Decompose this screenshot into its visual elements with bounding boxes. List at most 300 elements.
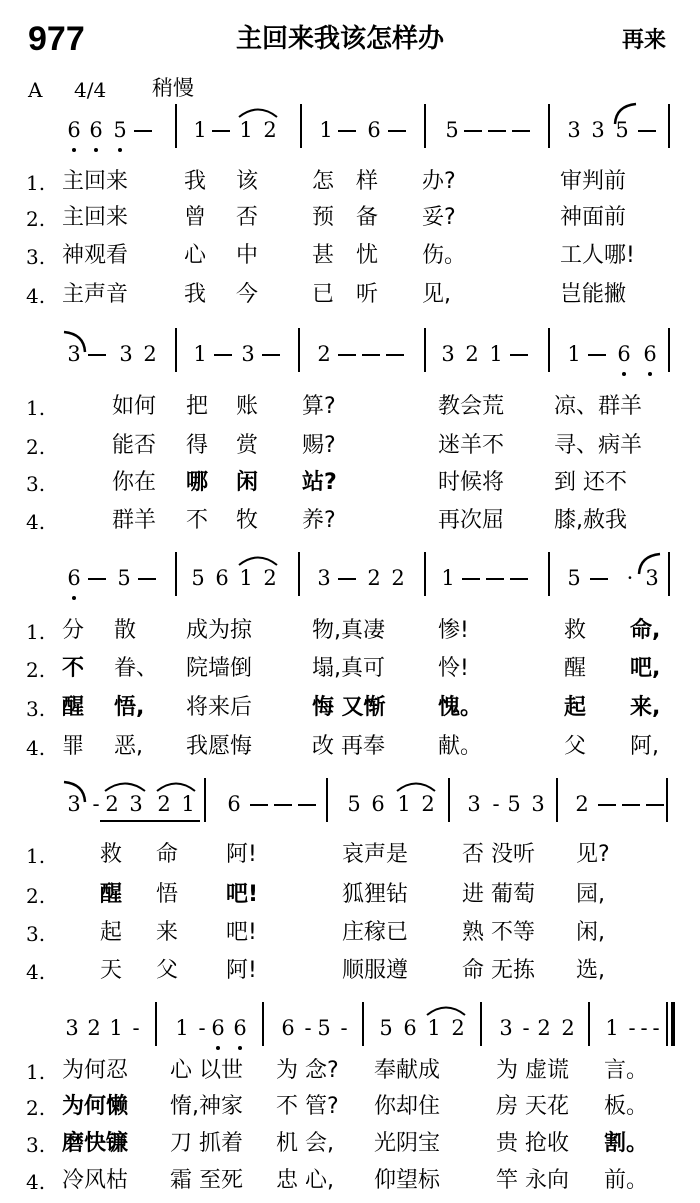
note: 2 [421, 792, 435, 816]
lyric-word: 吧! [226, 920, 257, 945]
lyric-word: 罪 [62, 734, 85, 759]
bar-line [204, 778, 206, 822]
lyric-word: 怜! [438, 656, 469, 681]
lyric-word: 你在 [112, 470, 157, 495]
dash-note [212, 130, 230, 132]
note: 6 [67, 118, 81, 142]
lyric-word: 庄稼已 [342, 920, 409, 945]
note: 5 [567, 566, 581, 590]
note: 2 [143, 342, 157, 366]
tie-hook [62, 330, 88, 354]
note: 5 [445, 118, 459, 142]
dash-note [134, 130, 152, 132]
tie-hook [62, 780, 88, 804]
lyric-word: 献。 [438, 734, 483, 759]
lyric-word: 吧, [630, 656, 661, 681]
bar-line [480, 1002, 482, 1046]
note: 5 [317, 1016, 331, 1040]
lyric-word: 眷、 [114, 656, 159, 681]
lyric-word: 言。 [604, 1058, 649, 1083]
bar-line [668, 104, 670, 148]
bar-line [155, 1002, 157, 1046]
note: 6 [367, 118, 381, 142]
dash-note [588, 354, 606, 356]
note: 6 [211, 1016, 225, 1040]
dash-note [214, 354, 232, 356]
verse-number: 4. [26, 510, 46, 534]
note: 6 [281, 1016, 295, 1040]
lyric-word: 寻、病羊 [554, 433, 643, 458]
lyric-word: 前。 [604, 1168, 649, 1193]
note: 2 [87, 1016, 101, 1040]
verse-number: 4. [26, 960, 46, 984]
lyric-word: 样 [356, 169, 379, 194]
lyric-word: 阿, [630, 734, 659, 759]
lyric-word: 吧! [226, 882, 259, 907]
key-signature: A [28, 78, 43, 102]
dash-note [250, 804, 268, 806]
lyric-word: 闲 [236, 470, 259, 495]
lyric-word: 阿! [226, 958, 257, 983]
lyric-word: 否 没听 [462, 842, 535, 867]
dash-note [388, 130, 406, 132]
note: 3 [317, 566, 331, 590]
note: 1 [567, 342, 581, 366]
lyric-word: 为 念? [276, 1058, 339, 1083]
note: 3 [467, 792, 481, 816]
lyric-word: 磨快镰 [62, 1131, 129, 1156]
lyric-word: 备 [356, 205, 379, 230]
dash-note: - [132, 1016, 140, 1040]
note: 3 [129, 792, 143, 816]
note: 2 [391, 566, 405, 590]
lyric-word: 散 [114, 618, 137, 643]
lyric-word: 命 [156, 842, 179, 867]
lyric-word: 刀 抓着 [170, 1131, 243, 1156]
note: 3 [241, 342, 255, 366]
lyric-word: 不 管? [276, 1094, 339, 1119]
lyric-word: 来, [630, 695, 661, 720]
note: 1 [397, 792, 411, 816]
lyric-word: 冷风枯 [62, 1168, 129, 1193]
lyric-word: 神观看 [62, 243, 129, 268]
lyric-word: 我愿悔 [186, 734, 253, 759]
lyric-word: 狐狸钻 [342, 882, 409, 907]
note: 2 [263, 118, 277, 142]
dash-note [138, 578, 156, 580]
lyric-word: 我 [184, 169, 207, 194]
lyric-word: 把 [186, 394, 209, 419]
bar-line [588, 1002, 590, 1046]
low-octave-dot [94, 148, 98, 152]
verse-number: 3. [26, 245, 46, 269]
lyric-word: 霜 至死 [170, 1168, 243, 1193]
lyric-word: 时候将 [438, 470, 505, 495]
lyric-word: 光阴宝 [374, 1131, 441, 1156]
lyric-word: 哀声是 [342, 842, 409, 867]
lyric-word: 我 [184, 282, 207, 307]
bar-line [175, 104, 177, 148]
lyric-word: 今 [236, 282, 259, 307]
lyric-word: 岂能撇 [560, 282, 627, 307]
lyric-word: 不 [186, 508, 209, 533]
lyric-word: 院墙倒 [186, 656, 253, 681]
lyric-word: 哪 [186, 470, 209, 495]
final-bar-line [671, 1002, 675, 1046]
bar-line [362, 1002, 364, 1046]
dash-note [338, 130, 356, 132]
lyric-word: 贵 抢收 [496, 1131, 569, 1156]
lyric-word: 父 [564, 734, 587, 759]
note: 1 [441, 566, 455, 590]
lyric-word: 如何 [112, 394, 157, 419]
lyric-word: 为何忍 [62, 1058, 129, 1083]
verse-number: 2. [26, 435, 46, 459]
note: 1 [427, 1016, 441, 1040]
lyric-word: 曾 [184, 205, 207, 230]
note: 1 [319, 118, 333, 142]
dash-note: - [92, 792, 100, 816]
lyric-word: 膝,赦我 [554, 508, 627, 533]
note: 5 [347, 792, 361, 816]
bar-line [424, 104, 426, 148]
low-octave-dot [238, 1046, 242, 1050]
hymn-title: 主回来我该怎样办 [236, 24, 445, 54]
lyric-word: 醒 [564, 656, 587, 681]
bar-line [175, 552, 177, 596]
lyric-word: 养? [302, 508, 336, 533]
lyric-word: 心 以世 [170, 1058, 243, 1083]
lyric-word: 醒 [100, 882, 123, 907]
slur-arc [426, 1004, 466, 1016]
tie-hook [612, 102, 638, 126]
note: 6 [617, 342, 631, 366]
note: 5 [379, 1016, 393, 1040]
note: 2 [451, 1016, 465, 1040]
bar-line [548, 104, 550, 148]
lyric-word: 怎 [312, 169, 335, 194]
note: 6 [371, 792, 385, 816]
verse-number: 2. [26, 658, 46, 682]
dot-note: · [626, 566, 634, 590]
lyric-word: 伤。 [422, 243, 467, 268]
low-octave-dot [622, 372, 626, 376]
lyric-word: 站? [302, 470, 337, 495]
dash-note: - [628, 1016, 636, 1040]
dash-note [488, 130, 506, 132]
low-octave-dot [118, 148, 122, 152]
dash-note: - [522, 1016, 530, 1040]
verse-number: 2. [26, 207, 46, 231]
slur-arc [156, 780, 196, 792]
lyric-word: 见, [422, 282, 451, 307]
verse-number: 1. [26, 396, 46, 420]
note: 3 [65, 1016, 79, 1040]
tie-hook [636, 552, 662, 576]
lyric-word: 奉献成 [374, 1058, 441, 1083]
bar-line [668, 328, 670, 372]
dash-note: - [652, 1016, 660, 1040]
slur-arc [238, 106, 278, 118]
lyric-word: 为何懒 [62, 1094, 129, 1119]
note: 5 [113, 118, 127, 142]
lyric-word: 改 再奉 [312, 734, 385, 759]
dash-note [262, 354, 280, 356]
lyric-word: 塌,真可 [312, 656, 385, 681]
lyric-word: 中 [236, 243, 259, 268]
verse-number: 4. [26, 284, 46, 308]
note: 3 [645, 566, 659, 590]
lyric-word: 机 会, [276, 1131, 334, 1156]
lyric-word: 教会荒 [438, 394, 505, 419]
note: 3 [67, 342, 81, 366]
verse-number: 3. [26, 922, 46, 946]
lyric-word: 起 [100, 920, 123, 945]
verse-number: 1. [26, 844, 46, 868]
bar-line [548, 328, 550, 372]
lyric-word: 能否 [112, 433, 157, 458]
note: 1 [489, 342, 503, 366]
dash-note [510, 578, 528, 580]
low-octave-dot [216, 1046, 220, 1050]
bar-line [548, 552, 550, 596]
dash-note: - [340, 1016, 348, 1040]
lyric-word: 主回来 [62, 205, 129, 230]
lyric-word: 顺服遵 [342, 958, 409, 983]
lyric-word: 不 [62, 656, 85, 681]
note: 2 [575, 792, 589, 816]
beam-line [100, 820, 200, 822]
verse-number: 2. [26, 884, 46, 908]
lyric-word: 否 [236, 205, 259, 230]
lyric-word: 悟 [156, 882, 179, 907]
note: 1 [193, 342, 207, 366]
note: 5 [615, 118, 629, 142]
lyric-word: 选, [576, 958, 605, 983]
low-octave-dot [72, 148, 76, 152]
dash-note [510, 354, 528, 356]
dash-note [638, 130, 656, 132]
note: 2 [105, 792, 119, 816]
lyric-word: 醒 [62, 695, 85, 720]
slur-arc [396, 780, 436, 792]
tempo-marking: 稍慢 [152, 76, 194, 100]
note: 5 [117, 566, 131, 590]
lyric-word: 该 [236, 169, 259, 194]
low-octave-dot [648, 372, 652, 376]
lyric-word: 将来后 [186, 695, 253, 720]
dash-note [462, 578, 480, 580]
lyric-word: 凉、群羊 [554, 394, 643, 419]
note: 2 [537, 1016, 551, 1040]
bar-line [556, 778, 558, 822]
lyric-word: 房 天花 [496, 1094, 569, 1119]
lyric-word: 闲, [576, 920, 605, 945]
dash-note [512, 130, 530, 132]
lyric-word: 群羊 [112, 508, 157, 533]
lyric-word: 赐? [302, 433, 336, 458]
lyric-word: 你却住 [374, 1094, 441, 1119]
dash-note [598, 804, 616, 806]
note: 1 [109, 1016, 123, 1040]
slur-arc [104, 780, 146, 792]
lyric-word: 起 [564, 695, 587, 720]
note: 6 [643, 342, 657, 366]
lyric-word: 分 [62, 618, 85, 643]
verse-number: 4. [26, 1170, 46, 1194]
verse-number: 3. [26, 697, 46, 721]
lyric-word: 预 [312, 205, 335, 230]
bar-line [298, 328, 300, 372]
bar-line [668, 552, 670, 596]
note: 1 [193, 118, 207, 142]
note: 1 [181, 792, 195, 816]
note: 3 [567, 118, 581, 142]
lyric-word: 命, [630, 618, 661, 643]
note: 3 [441, 342, 455, 366]
dash-note [362, 354, 380, 356]
dash-note: - [492, 792, 500, 816]
lyric-word: 到 还不 [554, 470, 627, 495]
lyric-word: 竿 永向 [496, 1168, 569, 1193]
note: 6 [403, 1016, 417, 1040]
note: 2 [561, 1016, 575, 1040]
lyric-word: 熟 不等 [462, 920, 535, 945]
note: 3 [119, 342, 133, 366]
lyric-word: 算? [302, 394, 336, 419]
note: 5 [191, 566, 205, 590]
dash-note: - [198, 1016, 206, 1040]
lyric-word: 再次屈 [438, 508, 505, 533]
lyric-word: 主声音 [62, 282, 129, 307]
note: 6 [215, 566, 229, 590]
lyric-word: 得 [186, 433, 209, 458]
lyric-word: 迷羊不 [438, 433, 505, 458]
lyric-word: 忠 心, [276, 1168, 334, 1193]
lyric-word: 割。 [604, 1131, 649, 1156]
bar-line [262, 1002, 264, 1046]
lyric-word: 阿! [226, 842, 257, 867]
note: 3 [499, 1016, 513, 1040]
lyric-word: 甚 [312, 243, 335, 268]
dash-note [88, 578, 106, 580]
dash-note [464, 130, 482, 132]
verse-number: 4. [26, 736, 46, 760]
lyric-word: 仰望标 [374, 1168, 441, 1193]
bar-line [300, 104, 302, 148]
dash-note: - [640, 1016, 648, 1040]
note: 6 [233, 1016, 247, 1040]
lyric-word: 神面前 [560, 205, 627, 230]
lyric-word: 听 [356, 282, 379, 307]
dash-note [274, 804, 292, 806]
lyric-word: 惨! [438, 618, 469, 643]
dash-note [298, 804, 316, 806]
lyric-word: 板。 [604, 1094, 649, 1119]
note: 6 [67, 566, 81, 590]
note: 1 [239, 566, 253, 590]
lyric-word: 愧。 [438, 695, 483, 720]
lyric-word: 忧 [356, 243, 379, 268]
lyric-word: 赏 [236, 433, 259, 458]
verse-number: 1. [26, 171, 46, 195]
bar-line [298, 552, 300, 596]
dash-note [486, 578, 504, 580]
lyric-word: 父 [156, 958, 179, 983]
dash-note [646, 804, 664, 806]
lyric-word: 见? [576, 842, 610, 867]
lyric-word: 办? [422, 169, 456, 194]
low-octave-dot [72, 596, 76, 600]
verse-number: 3. [26, 1133, 46, 1157]
slur-arc [238, 554, 278, 566]
lyric-word: 工人哪! [560, 243, 635, 268]
dash-note [622, 804, 640, 806]
note: 3 [67, 792, 81, 816]
note: 3 [531, 792, 545, 816]
note: 2 [367, 566, 381, 590]
note: 2 [157, 792, 171, 816]
note: 1 [239, 118, 253, 142]
hymn-number: 977 [28, 20, 85, 58]
dash-note [88, 354, 106, 356]
note: 1 [175, 1016, 189, 1040]
verse-number: 3. [26, 472, 46, 496]
dash-note [386, 354, 404, 356]
lyric-word: 天 [100, 958, 123, 983]
lyric-word: 恶, [114, 734, 143, 759]
lyric-word: 心 [184, 243, 207, 268]
lyric-word: 主回来 [62, 169, 129, 194]
note: 6 [227, 792, 241, 816]
lyric-word: 悔 又惭 [312, 695, 386, 720]
lyric-word: 已 [312, 282, 335, 307]
dash-note [338, 354, 356, 356]
time-signature: 4/4 [74, 78, 107, 102]
dash-note [590, 578, 608, 580]
lyric-word: 为 虚谎 [496, 1058, 569, 1083]
bar-line [175, 328, 177, 372]
lyric-word: 成为掠 [186, 618, 253, 643]
bar-line [666, 778, 668, 822]
bar-line [666, 1002, 668, 1046]
verse-number: 1. [26, 1060, 46, 1084]
verse-number: 2. [26, 1096, 46, 1120]
bar-line [448, 778, 450, 822]
lyric-word: 救 [100, 842, 123, 867]
verse-number: 1. [26, 620, 46, 644]
note: 5 [507, 792, 521, 816]
bar-line [424, 328, 426, 372]
bar-line [424, 552, 426, 596]
lyric-word: 来 [156, 920, 179, 945]
note: 1 [605, 1016, 619, 1040]
lyric-word: 物,真凄 [312, 618, 385, 643]
category-label: 再来 [622, 28, 667, 53]
note: 2 [465, 342, 479, 366]
dash-note: - [304, 1016, 312, 1040]
lyric-word: 进 葡萄 [462, 882, 535, 907]
note: 2 [317, 342, 331, 366]
note: 3 [591, 118, 605, 142]
lyric-word: 命 无拣 [462, 958, 535, 983]
lyric-word: 救 [564, 618, 587, 643]
lyric-word: 妥? [422, 205, 456, 230]
lyric-word: 悟, [114, 695, 145, 720]
lyric-word: 牧 [236, 508, 259, 533]
lyric-word: 园, [576, 882, 605, 907]
lyric-word: 账 [236, 394, 259, 419]
